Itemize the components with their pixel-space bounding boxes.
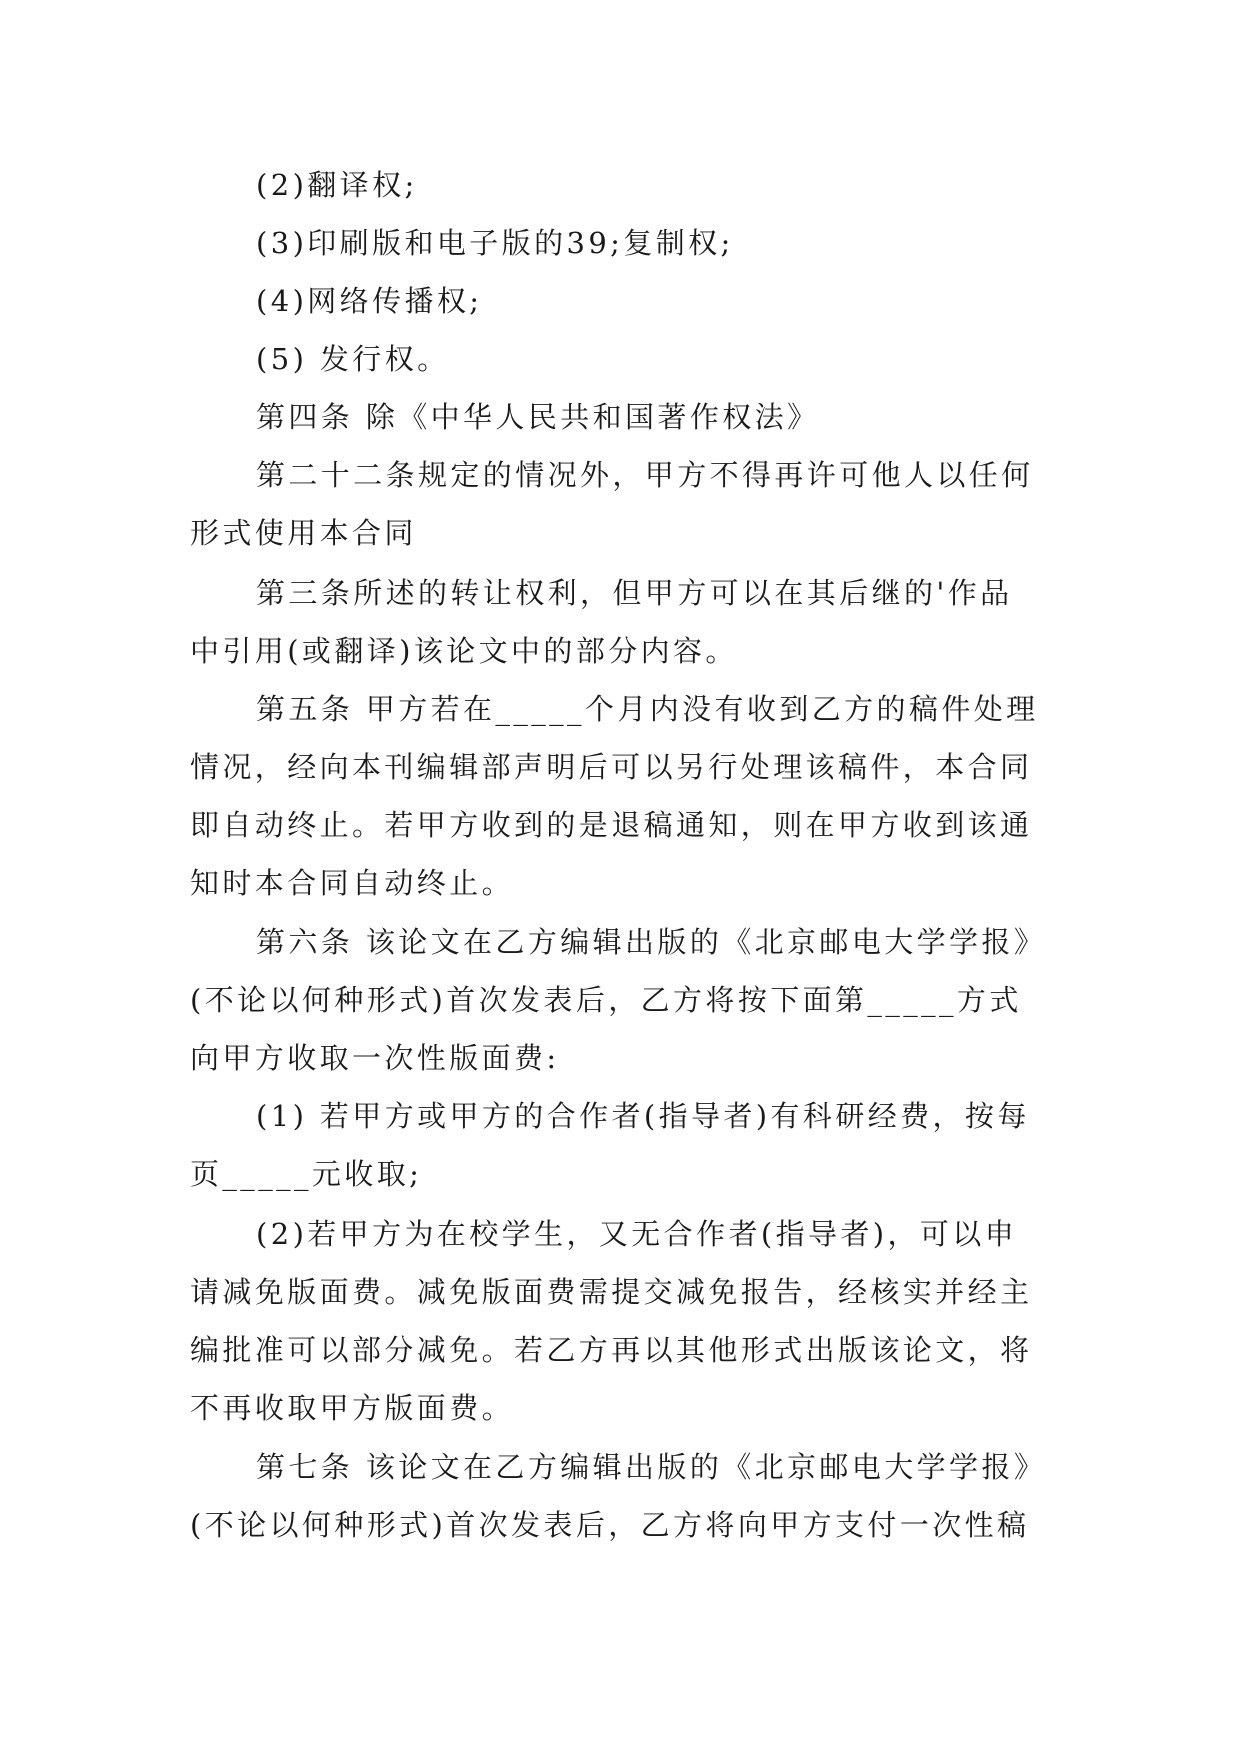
article-6-option-2-line: (2)若甲方为在校学生，又无合作者(指导者)，可以申 (256, 1217, 1018, 1251)
article-5-text-line: 知时本合同自动终止。 (190, 866, 515, 900)
article-4-heading: 第四条 除《中华人民共和国著作权法》 (256, 400, 820, 434)
article-6-option-2-line: 不再收取甲方版面费。 (190, 1391, 515, 1425)
article-6-text-line: 向甲方收取一次性版面费: (190, 1041, 560, 1075)
article-4-text-line: 形式使用本合同 (190, 516, 417, 550)
clause-item-distribution-right: (5) 发行权。 (256, 342, 450, 376)
article-6-text-line: 第六条 该论文在乙方编辑出版的《北京邮电大学学报》 (256, 925, 1047, 959)
article-6-option-1-line: 页_____元收取; (190, 1157, 423, 1191)
article-6-option-1-line: (1) 若甲方或甲方的合作者(指导者)有科研经费，按每 (256, 1099, 1030, 1133)
article-4-text-line: 第三条所述的转让权利，但甲方可以在其后继的'作品 (256, 576, 1013, 610)
clause-item-translation-right: (2)翻译权; (256, 168, 418, 202)
clause-item-network-right: (4)网络传播权; (256, 284, 483, 318)
article-5-text-line: 情况，经向本刊编辑部声明后可以另行处理该稿件，本合同 (190, 750, 1033, 784)
clause-item-copy-right: (3)印刷版和电子版的39;复制权; (256, 226, 734, 260)
article-5-text-line: 第五条 甲方若在_____个月内没有收到乙方的稿件处理 (256, 692, 1039, 726)
article-6-text-line: (不论以何种形式)首次发表后，乙方将按下面第_____方式 (190, 983, 1022, 1017)
article-7-text-line: (不论以何种形式)首次发表后，乙方将向甲方支付一次性稿 (190, 1508, 1030, 1542)
article-6-option-2-line: 请减免版面费。减免版面费需提交减免报告，经核实并经主 (190, 1275, 1033, 1309)
article-4-text-line: 第二十二条规定的情况外，甲方不得再许可他人以任何 (256, 458, 1034, 492)
article-6-option-2-line: 编批准可以部分减免。若乙方再以其他形式出版该论文，将 (190, 1333, 1033, 1367)
article-7-text-line: 第七条 该论文在乙方编辑出版的《北京邮电大学学报》 (256, 1450, 1047, 1484)
article-5-text-line: 即自动终止。若甲方收到的是退稿通知，则在甲方收到该通 (190, 808, 1033, 842)
article-4-text-line: 中引用(或翻译)该论文中的部分内容。 (190, 634, 738, 668)
